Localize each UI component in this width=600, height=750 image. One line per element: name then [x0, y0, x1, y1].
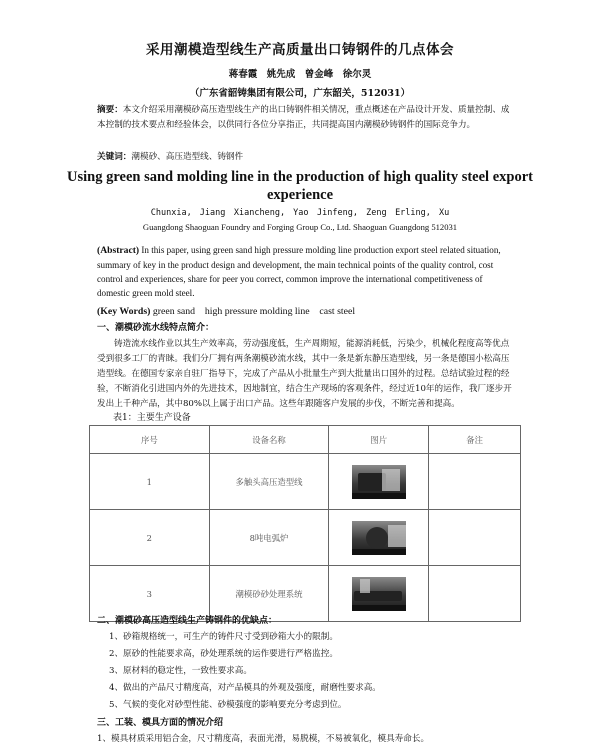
chinese-authors: 蒋春霞 姚先成 曾金峰 徐尔灵 [228, 69, 372, 80]
english-title: Using green sand molding line in the production of high quality steel export experience [67, 169, 533, 203]
row-number: 1 [90, 454, 210, 510]
equipment-name: 8吨电弧炉 [209, 510, 329, 566]
section-2-heading: 二、潮模砂高压造型线生产铸钢件的优缺点： [97, 616, 278, 626]
row-number: 3 [90, 566, 210, 622]
abstract-label-en: (Abstract) [97, 245, 140, 256]
abstract-text-cn: 本文介绍采用潮模砂高压造型线生产的出口铸钢件相关情况，重点概述在产品设计开发、质量控制、成本控制的技术要点和经验体会，以供同行各位分享指正，共同提高国内潮模砂铸钢件的国际竞争力。 [97, 105, 510, 130]
keywords-text-cn: 潮模砂、高压造型线、铸钢件 [131, 152, 244, 162]
table-row [90, 510, 521, 566]
keywords-label-en: (Key Words) [97, 306, 151, 317]
equipment-note [429, 566, 521, 622]
keywords-text-en: green sand high pressure molding line cast steel [152, 306, 356, 317]
chinese-abstract [97, 103, 513, 133]
equipment-photo-cell [329, 454, 429, 510]
equipment-note [429, 454, 521, 510]
equipment-photo-cell [329, 510, 429, 566]
section-2-item: 3、原材料的稳定性，一致性要求高。 [109, 666, 252, 676]
equipment-photo-cell [329, 566, 429, 622]
chinese-title: 采用潮模造型线生产高质量出口铸钢件的几点体会 [146, 42, 454, 58]
equipment-table [89, 425, 521, 622]
section-1-heading: 一、潮模砂流水线特点简介： [97, 323, 215, 333]
arc-furnace-photo [352, 521, 406, 555]
section-1-paragraph: 铸造流水线作业以其生产效率高，劳动强度低，生产周期短，能源消耗低，污染少，机械化程度高等优点受到很多工厂的青睐。我们分厂拥有两条潮模砂流水线，其中一条是新东静压造型线，另一条是德国小松高压造型线。在德国专家亲自驻厂指导下，完成了产品从小批量生产到大批量出口国外的过程。总结试验过程的经验，不断消化引进国内外的先进技术，因地制宜，结合生产现场的客观条件，经过近10年的运作，我厂逐步开发出上千种产品，其中80%以上属于出口产品。这些年跟随客户发展的步伐，不断完善和提高。 [97, 339, 512, 409]
table-header-cell: 设备名称 [209, 426, 329, 454]
table-header-row [90, 426, 521, 454]
table-header-cell: 备注 [429, 426, 521, 454]
equipment-name: 多触头高压造型线 [209, 454, 329, 510]
section-2-item: 2、原砂的性能要求高，砂处理系统的运作要进行严格监控。 [109, 649, 338, 659]
english-abstract [97, 243, 517, 300]
keywords-label-cn: 关键词： [97, 152, 132, 162]
equipment-name: 潮模砂砂处理系统 [209, 566, 329, 622]
section-2-item: 5、气候的变化对砂型性能、砂模强度的影响要充分考虑到位。 [109, 700, 347, 710]
section-2-item: 1、砂箱规格统一，可生产的铸件尺寸受到砂箱大小的限制。 [109, 632, 338, 642]
abstract-text-en: In this paper, using green sand high pressure molding line production export steel related situation, summary of key in the product design and development, the main technical points of the quality control, cost control and experiences, share for peer you correct, common improve the international competitiveness of domestic green mold steel. [97, 245, 501, 298]
section-2-item: 4、做出的产品尺寸精度高，对产品模具的外观及强度，耐磨性要求高。 [109, 683, 381, 693]
molding-line-photo [352, 465, 406, 499]
english-affiliation: Guangdong Shaoguan Foundry and Forging Group Co., Ltd. Shaoguan Guangdong 512031 [142, 222, 458, 232]
section-3-heading: 三、工装、模具方面的情况介绍 [97, 718, 224, 728]
chinese-keywords [97, 150, 513, 165]
section-3-item: 1、模具材质采用铝合金，尺寸精度高，表面光滑，易脱模，不易被氧化，模具寿命长。 [97, 734, 430, 744]
english-authors: Chunxia, Jiang Xiancheng, Yao Jinfeng, Zeng Erling, Xu [150, 208, 450, 218]
table-row [90, 454, 521, 510]
abstract-label-cn: 摘要： [97, 105, 123, 115]
equipment-note [429, 510, 521, 566]
row-number: 2 [90, 510, 210, 566]
table-caption: 表1：主要生产设备 [113, 413, 191, 423]
sand-system-photo [352, 577, 406, 611]
table-header-cell: 序号 [90, 426, 210, 454]
english-keywords [97, 303, 517, 317]
chinese-affiliation: （广东省韶铸集团有限公司，广东韶关，512031） [189, 88, 411, 99]
table-header-cell: 图片 [329, 426, 429, 454]
